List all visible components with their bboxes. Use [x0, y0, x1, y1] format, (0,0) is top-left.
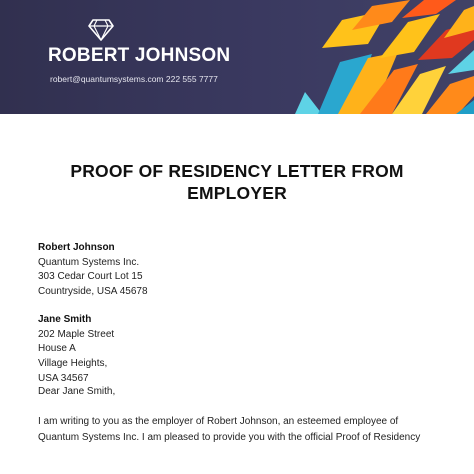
diamond-outline-icon: [88, 19, 114, 41]
body-line-2: Quantum Systems Inc. I am pleased to provide you with the official Proof of Residency: [38, 431, 421, 443]
sender-name: Robert Johnson: [38, 242, 115, 253]
recipient-street: 202 Maple Street: [38, 328, 115, 340]
letterhead-banner: [0, 0, 474, 114]
body-line-1: I am writing to you as the employer of Robert Johnson, an esteemed employee of: [38, 416, 399, 427]
title-line-1: PROOF OF RESIDENCY LETTER FROM: [70, 161, 404, 181]
letterhead-name: ROBERT JOHNSON: [48, 45, 231, 66]
document-title: [0, 160, 474, 204]
salutation: Dear Jane Smith,: [38, 386, 116, 397]
recipient-name: Jane Smith: [38, 314, 92, 325]
letter-body: [38, 414, 438, 445]
title-line-2: EMPLOYER: [187, 183, 287, 203]
recipient-address-block: [38, 313, 114, 387]
recipient-city: Village Heights,: [38, 358, 108, 370]
sender-city: Countryside, USA 45678: [38, 286, 148, 298]
letterhead-contact: robert@quantumsystems.com 222 555 7777: [50, 74, 218, 84]
recipient-zip: USA 34567: [38, 372, 89, 384]
sender-address-block: [38, 241, 148, 300]
sender-street: 303 Cedar Court Lot 15: [38, 271, 143, 283]
sender-company: Quantum Systems Inc.: [38, 256, 140, 268]
recipient-unit: House A: [38, 343, 76, 355]
